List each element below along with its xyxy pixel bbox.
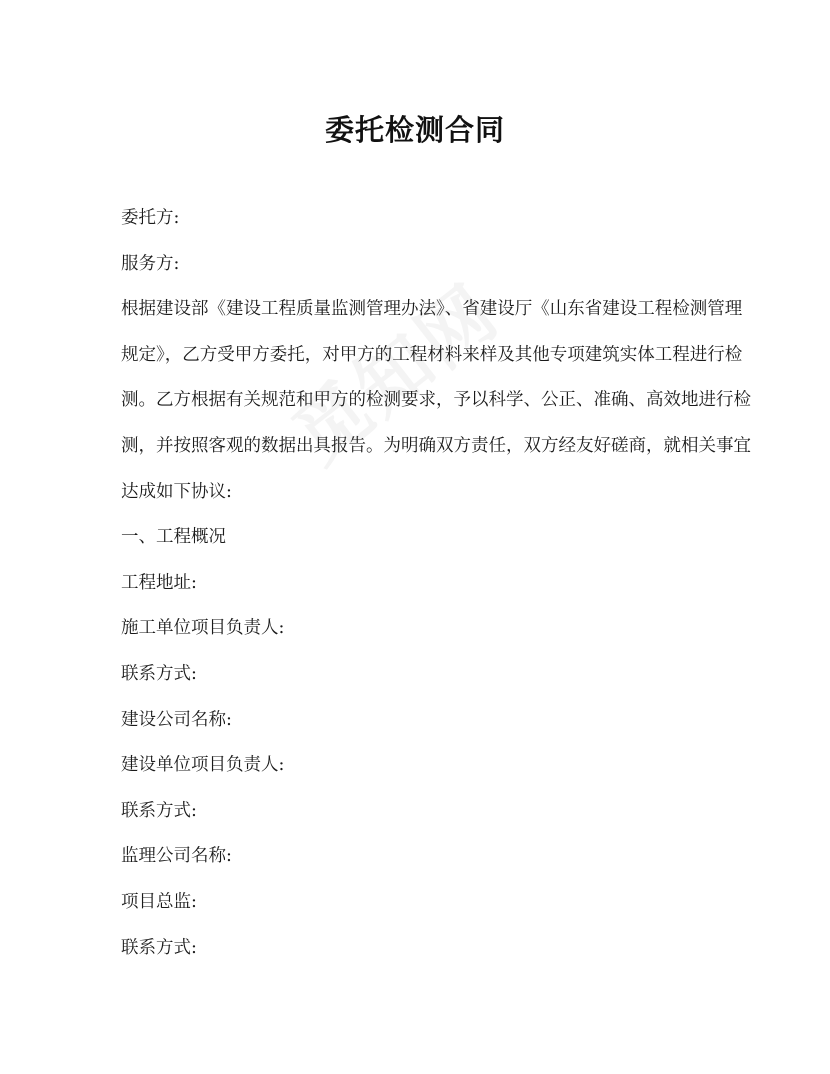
field-construction-manager: 建设单位项目负责人:	[121, 755, 285, 776]
intro-paragraph-line: 测，并按照客观的数据出具报告。为明确双方责任，双方经友好磋商，就相关事宜	[121, 435, 751, 456]
field-project-address: 工程地址:	[121, 572, 197, 593]
field-contact-1: 联系方式:	[121, 663, 197, 684]
field-contact-3: 联系方式:	[121, 937, 197, 958]
intro-paragraph-line: 根据建设部《建设工程质量监测管理办法》、省建设厅《山东省建设工程检测管理	[121, 299, 743, 320]
document-body	[121, 196, 751, 971]
field-supervision-company: 监理公司名称:	[121, 846, 232, 867]
service-party-line: 服务方:	[121, 253, 180, 274]
intro-paragraph-line: 测。乙方根据有关规范和甲方的检测要求，予以科学、公正、准确、高效地进行检	[121, 390, 751, 411]
intro-paragraph-line: 规定》，乙方受甲方委托，对甲方的工程材料来样及其他专项建筑实体工程进行检	[121, 344, 743, 365]
document-title: 委托检测合同	[324, 113, 505, 147]
field-contractor-manager: 施工单位项目负责人:	[121, 618, 285, 639]
field-construction-company: 建设公司名称:	[121, 709, 232, 730]
field-chief-supervisor: 项目总监:	[121, 891, 197, 912]
section-heading: 一、工程概况	[121, 527, 226, 548]
intro-paragraph-line: 达成如下协议:	[121, 481, 232, 502]
client-party-line: 委托方:	[121, 208, 180, 228]
field-contact-2: 联系方式:	[121, 800, 197, 821]
